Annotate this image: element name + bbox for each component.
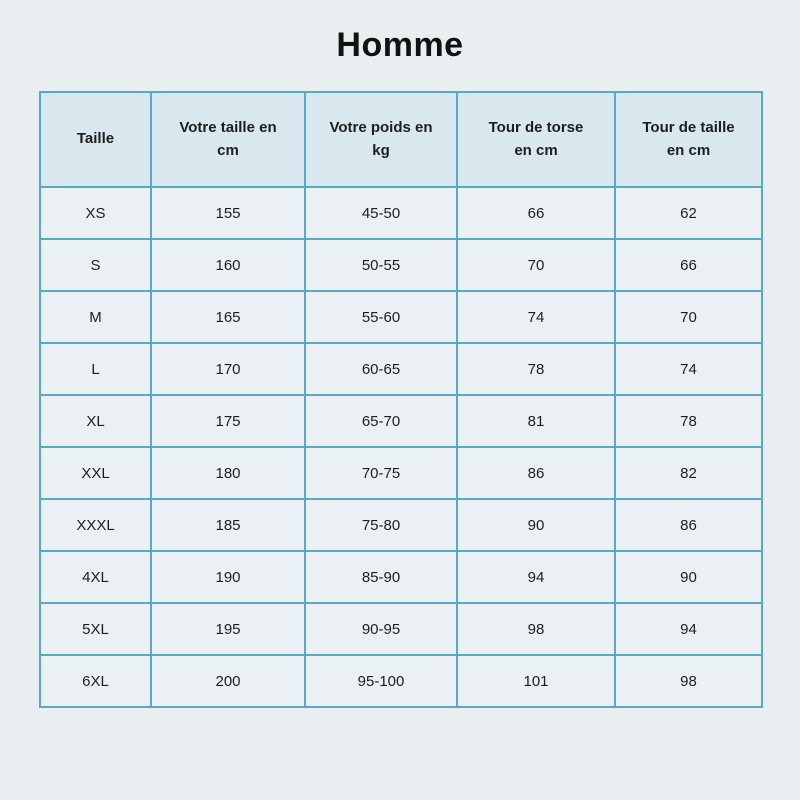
measurement-cell: 98 bbox=[615, 655, 762, 707]
measurement-cell: 81 bbox=[457, 395, 615, 447]
measurement-cell: 66 bbox=[615, 239, 762, 291]
table-row bbox=[40, 343, 762, 395]
measurement-cell: 200 bbox=[151, 655, 305, 707]
measurement-cell: 70 bbox=[615, 291, 762, 343]
size-label-cell: XXL bbox=[40, 447, 151, 499]
size-label-cell: M bbox=[40, 291, 151, 343]
measurement-cell: 65-70 bbox=[305, 395, 457, 447]
table-row bbox=[40, 187, 762, 239]
column-header-tour-de-taille: Tour de taille en cm bbox=[615, 92, 762, 187]
measurement-cell: 78 bbox=[615, 395, 762, 447]
measurement-cell: 74 bbox=[615, 343, 762, 395]
size-label-cell: 6XL bbox=[40, 655, 151, 707]
measurement-cell: 165 bbox=[151, 291, 305, 343]
measurement-cell: 95-100 bbox=[305, 655, 457, 707]
measurement-cell: 94 bbox=[615, 603, 762, 655]
measurement-cell: 70-75 bbox=[305, 447, 457, 499]
measurement-cell: 78 bbox=[457, 343, 615, 395]
measurement-cell: 45-50 bbox=[305, 187, 457, 239]
table-row bbox=[40, 239, 762, 291]
size-table-header bbox=[40, 92, 762, 187]
size-label-cell: S bbox=[40, 239, 151, 291]
measurement-cell: 55-60 bbox=[305, 291, 457, 343]
column-header-taille: Taille bbox=[40, 92, 151, 187]
table-row bbox=[40, 447, 762, 499]
measurement-cell: 98 bbox=[457, 603, 615, 655]
measurement-cell: 160 bbox=[151, 239, 305, 291]
size-table-body bbox=[40, 187, 762, 707]
table-row bbox=[40, 655, 762, 707]
measurement-cell: 66 bbox=[457, 187, 615, 239]
table-row bbox=[40, 603, 762, 655]
table-row bbox=[40, 395, 762, 447]
page-title: Homme bbox=[336, 26, 464, 64]
measurement-cell: 155 bbox=[151, 187, 305, 239]
measurement-cell: 94 bbox=[457, 551, 615, 603]
measurement-cell: 190 bbox=[151, 551, 305, 603]
size-label-cell: 5XL bbox=[40, 603, 151, 655]
measurement-cell: 195 bbox=[151, 603, 305, 655]
size-label-cell: 4XL bbox=[40, 551, 151, 603]
column-header-votre-poids: Votre poids en kg bbox=[305, 92, 457, 187]
table-row bbox=[40, 551, 762, 603]
measurement-cell: 70 bbox=[457, 239, 615, 291]
measurement-cell: 74 bbox=[457, 291, 615, 343]
measurement-cell: 60-65 bbox=[305, 343, 457, 395]
column-header-tour-de-torse: Tour de torse en cm bbox=[457, 92, 615, 187]
table-row bbox=[40, 291, 762, 343]
measurement-cell: 82 bbox=[615, 447, 762, 499]
measurement-cell: 90 bbox=[615, 551, 762, 603]
measurement-cell: 86 bbox=[457, 447, 615, 499]
size-label-cell: XL bbox=[40, 395, 151, 447]
measurement-cell: 90-95 bbox=[305, 603, 457, 655]
measurement-cell: 185 bbox=[151, 499, 305, 551]
table-row bbox=[40, 499, 762, 551]
measurement-cell: 180 bbox=[151, 447, 305, 499]
measurement-cell: 50-55 bbox=[305, 239, 457, 291]
measurement-cell: 86 bbox=[615, 499, 762, 551]
measurement-cell: 170 bbox=[151, 343, 305, 395]
size-label-cell: L bbox=[40, 343, 151, 395]
measurement-cell: 175 bbox=[151, 395, 305, 447]
measurement-cell: 85-90 bbox=[305, 551, 457, 603]
size-label-cell: XS bbox=[40, 187, 151, 239]
measurement-cell: 101 bbox=[457, 655, 615, 707]
measurement-cell: 90 bbox=[457, 499, 615, 551]
header-row bbox=[40, 92, 762, 187]
column-header-votre-taille: Votre taille en cm bbox=[151, 92, 305, 187]
size-table bbox=[39, 91, 763, 708]
size-label-cell: XXXL bbox=[40, 499, 151, 551]
measurement-cell: 75-80 bbox=[305, 499, 457, 551]
measurement-cell: 62 bbox=[615, 187, 762, 239]
